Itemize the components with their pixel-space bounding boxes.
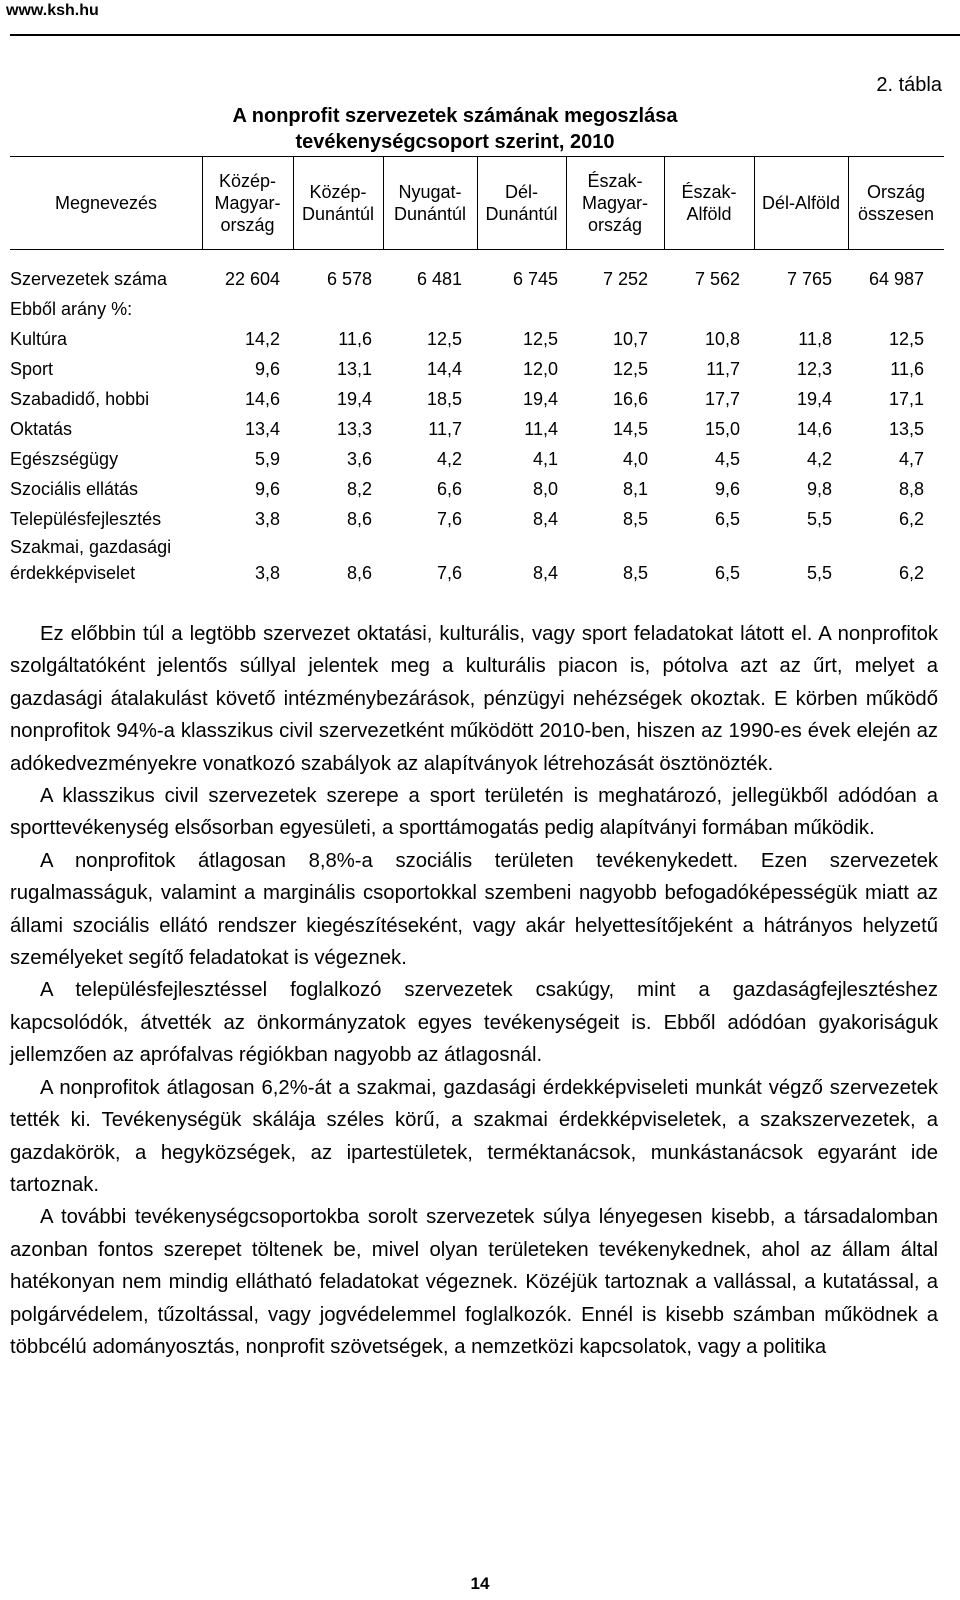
row-label: Ebből arány %: [10, 299, 133, 319]
header-col-3: Nyugat- Dunántúl [393, 182, 467, 224]
data-table [10, 156, 944, 588]
table-cell: 64 987 [868, 269, 924, 289]
table-cell: 3,6 [346, 449, 372, 469]
paragraph: A nonprofitok átlagosan 8,8%-a szociális területen tevékenykedett. Ezen szervezetek rugalmasságuk, valamint a marginális csoportokkal szembeni nagyobb befogadóképességük miatt az állami szociális ellátó rendszer kiegészítéseként, vagy akár helyettesítőjeként a hátrányos helyzetű személyeket segítő feladatokat is végeznek. [10, 849, 938, 970]
table-cell: 4,5 [714, 449, 740, 469]
table-cell: 13,5 [888, 419, 924, 439]
header-col-1: Közép- Magyar- ország [214, 171, 281, 235]
table-cell: 5,9 [254, 449, 280, 469]
table-cell: 7 765 [786, 269, 832, 289]
table-row [10, 294, 944, 324]
table-cell: 13,4 [244, 419, 280, 439]
header-divider [848, 157, 849, 249]
header-divider [566, 157, 567, 249]
table-cell: 13,3 [336, 419, 372, 439]
table-cell: 14,4 [426, 359, 462, 379]
table-cell: 5,5 [806, 509, 832, 529]
table-cell: 17,7 [704, 389, 740, 409]
header-col-8: Ország összesen [857, 182, 935, 224]
body-text [10, 618, 938, 1363]
table-cell: 8,1 [622, 479, 648, 499]
table-cell: 14,5 [612, 419, 648, 439]
header-col-5: Észak- Magyar- ország [581, 171, 648, 235]
table-cell: 12,5 [888, 329, 924, 349]
table-row [10, 414, 944, 444]
table-cell: 22 604 [224, 269, 280, 289]
table-cell: 4,2 [436, 449, 462, 469]
table-cell: 8,2 [346, 479, 372, 499]
table-cell: 4,0 [622, 449, 648, 469]
table-cell: 11,8 [798, 329, 832, 349]
table-cell: 19,4 [522, 389, 558, 409]
header-divider [293, 157, 294, 249]
table-cell: 11,7 [428, 419, 462, 439]
table-cell: 6 481 [416, 269, 462, 289]
table-row [10, 264, 944, 294]
header-divider [383, 157, 384, 249]
table-cell: 12,5 [426, 329, 462, 349]
table-cell: 6,2 [898, 509, 924, 529]
table-cell: 9,6 [714, 479, 740, 499]
site-url[interactable]: www.ksh.hu [6, 2, 99, 19]
table-number: 2. tábla [876, 74, 942, 96]
paragraph: A klasszikus civil szervezetek szerepe a sport területén is meghatározó, jellegükből adódóan a sporttevékenység elsősorban egyesületi, a sporttámogatás pedig alapítványi formában működik. [10, 785, 938, 840]
paragraph: Ez előbbin túl a legtöbb szervezet oktatási, kulturális, vagy sport feladatokat látott el. A nonprofitok szolgáltatóként jelentős súllyal jelentek meg a kulturális piacon is, pótolva azt az űrt, melyet a gazdasági átalakulást követő intézménybezárások, pénzügyi nehézségek okoztak. E körben működő nonprofitok 94%-a klasszikus civil szervezetként működött 2010-ben, hiszen az 1990-es évek elején az adókedvezményekre vonatkozó szabályok az alapítványok létrehozását ösztönözték. [10, 623, 938, 775]
table-row [10, 504, 944, 534]
table-cell: 6 578 [326, 269, 372, 289]
table-cell: 9,6 [254, 359, 280, 379]
table-cell: 9,6 [254, 479, 280, 499]
header-divider [754, 157, 755, 249]
row-label: Szabadidő, hobbi [10, 389, 150, 409]
table-cell: 10,8 [704, 329, 740, 349]
table-cell: 8,5 [622, 509, 648, 529]
header-megnevezes: Megnevezés [54, 193, 158, 213]
table-cell: 12,5 [522, 329, 558, 349]
table-cell: 14,6 [796, 419, 832, 439]
table-cell: 6 745 [512, 269, 558, 289]
table-cell: 16,6 [612, 389, 648, 409]
header-divider [202, 157, 203, 249]
table-cell: 8,4 [532, 563, 558, 583]
paragraph: A településfejlesztéssel foglalkozó szervezetek csakúgy, mint a gazdaságfejlesztéshez kapcsolódók, átvették az önkormányzatok egyes tevékenységeit is. Ebből adódóan gyakoriságuk jellemzően az aprófalvas régiókban nagyobb az átlagosnál. [10, 979, 938, 1067]
table-cell: 8,4 [532, 509, 558, 529]
table-cell: 7,6 [436, 509, 462, 529]
table-cell: 12,5 [612, 359, 648, 379]
table-cell: 17,1 [888, 389, 924, 409]
row-label: Egészségügy [10, 449, 119, 469]
table-cell: 4,1 [532, 449, 558, 469]
table-cell: 13,1 [336, 359, 372, 379]
table-cell: 14,6 [244, 389, 280, 409]
table-cell: 7 562 [694, 269, 740, 289]
row-label: Szociális ellátás [10, 479, 139, 499]
table-row [10, 384, 944, 414]
table-cell: 6,5 [714, 563, 740, 583]
table-title: A nonprofit szervezetek számának megoszlása tevékenységcsoport szerint, 2010 [232, 105, 678, 153]
table-header [10, 156, 944, 250]
row-label: Szervezetek száma [10, 269, 168, 289]
table-cell: 8,6 [346, 509, 372, 529]
table-cell: 6,2 [898, 563, 924, 583]
row-label: Oktatás [10, 419, 73, 439]
row-label: Kultúra [10, 329, 68, 349]
table-row [10, 324, 944, 354]
paragraph: A további tevékenységcsoportokba sorolt szervezetek súlya lényegesen kisebb, a társadalomban azonban fontos szerepet töltenek be, mivel olyan területeken tevékenykednek, ahol az állam által hatékonyan nem mindig ellátható feladatokat végeznek. Közéjük tartoznak a vallással, a kutatással, a polgárvédelem, tűzoltással, vagy jogvédelemmel foglalkozók. Ennél is kisebb számban működnek a többcélú adományosztás, nonprofit szövetségek, a nemzetközi kapcsolatok, vagy a politika [10, 1206, 938, 1358]
table-cell: 8,5 [622, 563, 648, 583]
table-body [10, 264, 944, 588]
table-row [10, 474, 944, 504]
table-row [10, 354, 944, 384]
header-divider [664, 157, 665, 249]
table-cell: 11,7 [706, 359, 740, 379]
table-cell: 9,8 [806, 479, 832, 499]
table-cell: 8,6 [346, 563, 372, 583]
page-number: 14 [470, 1574, 490, 1593]
header-divider [477, 157, 478, 249]
table-cell: 3,8 [254, 509, 280, 529]
header-col-7: Dél-Alföld [761, 193, 841, 213]
table-cell: 8,8 [898, 479, 924, 499]
table-cell: 19,4 [336, 389, 372, 409]
table-cell: 4,7 [898, 449, 924, 469]
header-rule [10, 34, 960, 36]
table-cell: 11,6 [890, 359, 924, 379]
table-cell: 8,0 [532, 479, 558, 499]
table-cell: 18,5 [426, 389, 462, 409]
table-row [10, 534, 944, 588]
row-label: Szakmai, gazdasági érdekképviselet [10, 537, 172, 583]
table-cell: 11,6 [338, 329, 372, 349]
header-col-6: Észak- Alföld [681, 182, 737, 224]
table-cell: 3,8 [254, 563, 280, 583]
table-cell: 14,2 [244, 329, 280, 349]
row-label: Településfejlesztés [10, 509, 162, 529]
header-col-2: Közép- Dunántúl [301, 182, 375, 224]
table-cell: 4,2 [806, 449, 832, 469]
table-row [10, 444, 944, 474]
table-cell: 19,4 [796, 389, 832, 409]
table-cell: 10,7 [612, 329, 648, 349]
header-col-4: Dél- Dunántúl [485, 182, 558, 224]
table-cell: 15,0 [704, 419, 740, 439]
table-cell: 7,6 [436, 563, 462, 583]
table-cell: 12,0 [522, 359, 558, 379]
row-label: Sport [10, 359, 54, 379]
table-cell: 6,5 [714, 509, 740, 529]
table-cell: 5,5 [806, 563, 832, 583]
table-cell: 6,6 [436, 479, 462, 499]
paragraph: A nonprofitok átlagosan 6,2%-át a szakmai, gazdasági érdekképviseleti munkát végző szervezetek tették ki. Tevékenységük skálája széles körű, a szakmai érdekképviseletek, a szakszervezetek, a gazdakörök, a hegyközségek, az ipartestületek, terméktanácsok, munkástanácsok egyaránt ide tartoznak. [10, 1076, 938, 1196]
table-cell: 12,3 [796, 359, 832, 379]
table-cell: 7 252 [602, 269, 648, 289]
table-cell: 11,4 [524, 419, 558, 439]
